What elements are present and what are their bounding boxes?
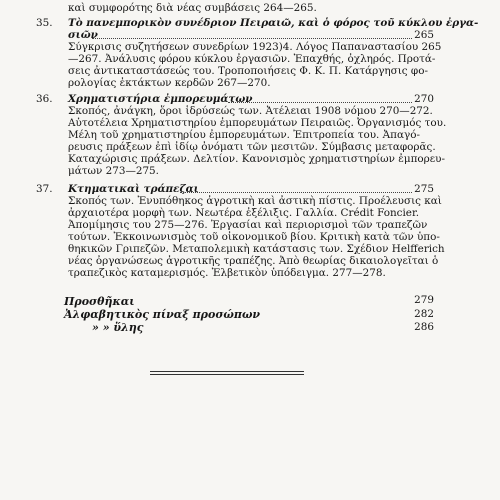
section-body-line: τραπεζικὸς καταμερισμός. Ἑλβετικὸν ὑπόδειγμα. 277—278.	[68, 267, 386, 279]
section-title-continued: σιῶν	[68, 29, 98, 41]
section-body-line: ρευσις πράξεων ἐπὶ ἰδίῳ ὀνόματι τῶν μεσιτῶν. Σύμβασις μεταφορᾶς.	[68, 141, 436, 153]
closing-rule-bottom	[150, 374, 304, 375]
appendix-label: Προσθῆκαι	[64, 295, 135, 308]
section-body-line: Σκοπός, ἀνάγκη, ὅροι ἱδρύσεώς των. Ἀτέλειαι 1908 νόμου 270—272.	[68, 105, 433, 117]
section-title: Χρηματιστήρια ἐμπορευμάτων	[68, 93, 253, 105]
page-number: 265	[414, 29, 434, 41]
page-number: 270	[414, 93, 434, 105]
section-body-line: Καταχώρισις πράξεων. Δελτίον. Κανονισμὸς χρηματιστηρίων ἐμπορευ-	[68, 153, 445, 165]
section-body-line: Σύγκρισις συζητήσεων συνεδρίων 1923)4. Λόγος Παπαναστασίου 265	[68, 41, 442, 53]
section-body-line: —267. Ἀνάλυσις φόρου κύκλου ἐργασιῶν. Ἐπαχθής, ὀχληρός. Προτά-	[68, 53, 436, 65]
leader-dots	[180, 192, 412, 193]
section-title: Κτηματικαὶ τράπεζαι	[68, 183, 199, 195]
section-number: 36.	[36, 93, 53, 105]
section-body-line: Αὐτοτέλεια Χρηματιστηρίου ἐμπορευμάτων Πειραιῶς. Ὀργανισμός του.	[68, 117, 447, 129]
section-body-line: ρολογίας ἐκτάκτων κερδῶν 267—270.	[68, 77, 271, 89]
section-body-line: Ἀπομίμησις του 275—276. Ἐργασίαι καὶ περιορισμοὶ τῶν τραπεζῶν	[68, 219, 428, 231]
section-body-line: Μέλη τοῦ χρηματιστηρίου ἐμπορευμάτων. Ἐπιτροπεία του. Ἀπαγό-	[68, 129, 420, 141]
section-body-line: ἀρχαιοτέρα μορφὴ των. Νεωτέρα ἐξέλιξις. Γαλλία. Crédit Foncier.	[68, 207, 420, 219]
section-number: 37.	[36, 183, 53, 195]
page-number: 275	[414, 183, 434, 195]
continuation-line: καὶ συμφορότης διὰ νέας συμβάσεις 264—265.	[68, 2, 317, 14]
section-title: Τὸ πανεμπορικὸν συνέδριον Πειραιῶ, καὶ ὁ φόρος τοῦ κύκλου ἐργα-	[68, 17, 479, 29]
leader-dots	[92, 38, 412, 39]
appendix-page: 279	[414, 294, 434, 306]
appendix-page: 286	[414, 321, 434, 333]
section-body-line: θηκικῶν Γριπεζῶν. Μεταπολεμικὴ κατάστασις των. Σχέδιον Helfferich	[68, 243, 445, 255]
section-body-line: σεις ἀντικαταστάσεώς του. Τροποποιήσεις Φ. Κ. Π. Κατάργησις φο-	[68, 65, 428, 77]
section-body-line: τούτων. Ἐκκοινωνισμὸς τοῦ οἰκονομικοῦ βίου. Κριτικὴ κατὰ τῶν ὑπο-	[68, 231, 440, 243]
section-body-line: νέας ὀργανώσεως ἀγροτικῆς τραπέζης. Ἀπὸ θεωρίας δικαιολογεῖται ὁ	[68, 255, 439, 267]
appendix-label: Ἀλφαβητικὸς πίναξ προσώπων	[64, 308, 261, 321]
section-number: 35.	[36, 17, 53, 29]
appendix-label: » » ὕλης	[92, 321, 144, 334]
leader-dots	[228, 102, 412, 103]
section-body-line: Σκοπός των. Ἐνυπόθηκος ἀγροτικὴ καὶ ἀστικὴ πίστις. Προέλευσις καὶ	[68, 195, 442, 207]
closing-rule-top	[150, 371, 304, 372]
appendix-page: 282	[414, 308, 434, 320]
section-body-line: μάτων 273—275.	[68, 165, 159, 177]
